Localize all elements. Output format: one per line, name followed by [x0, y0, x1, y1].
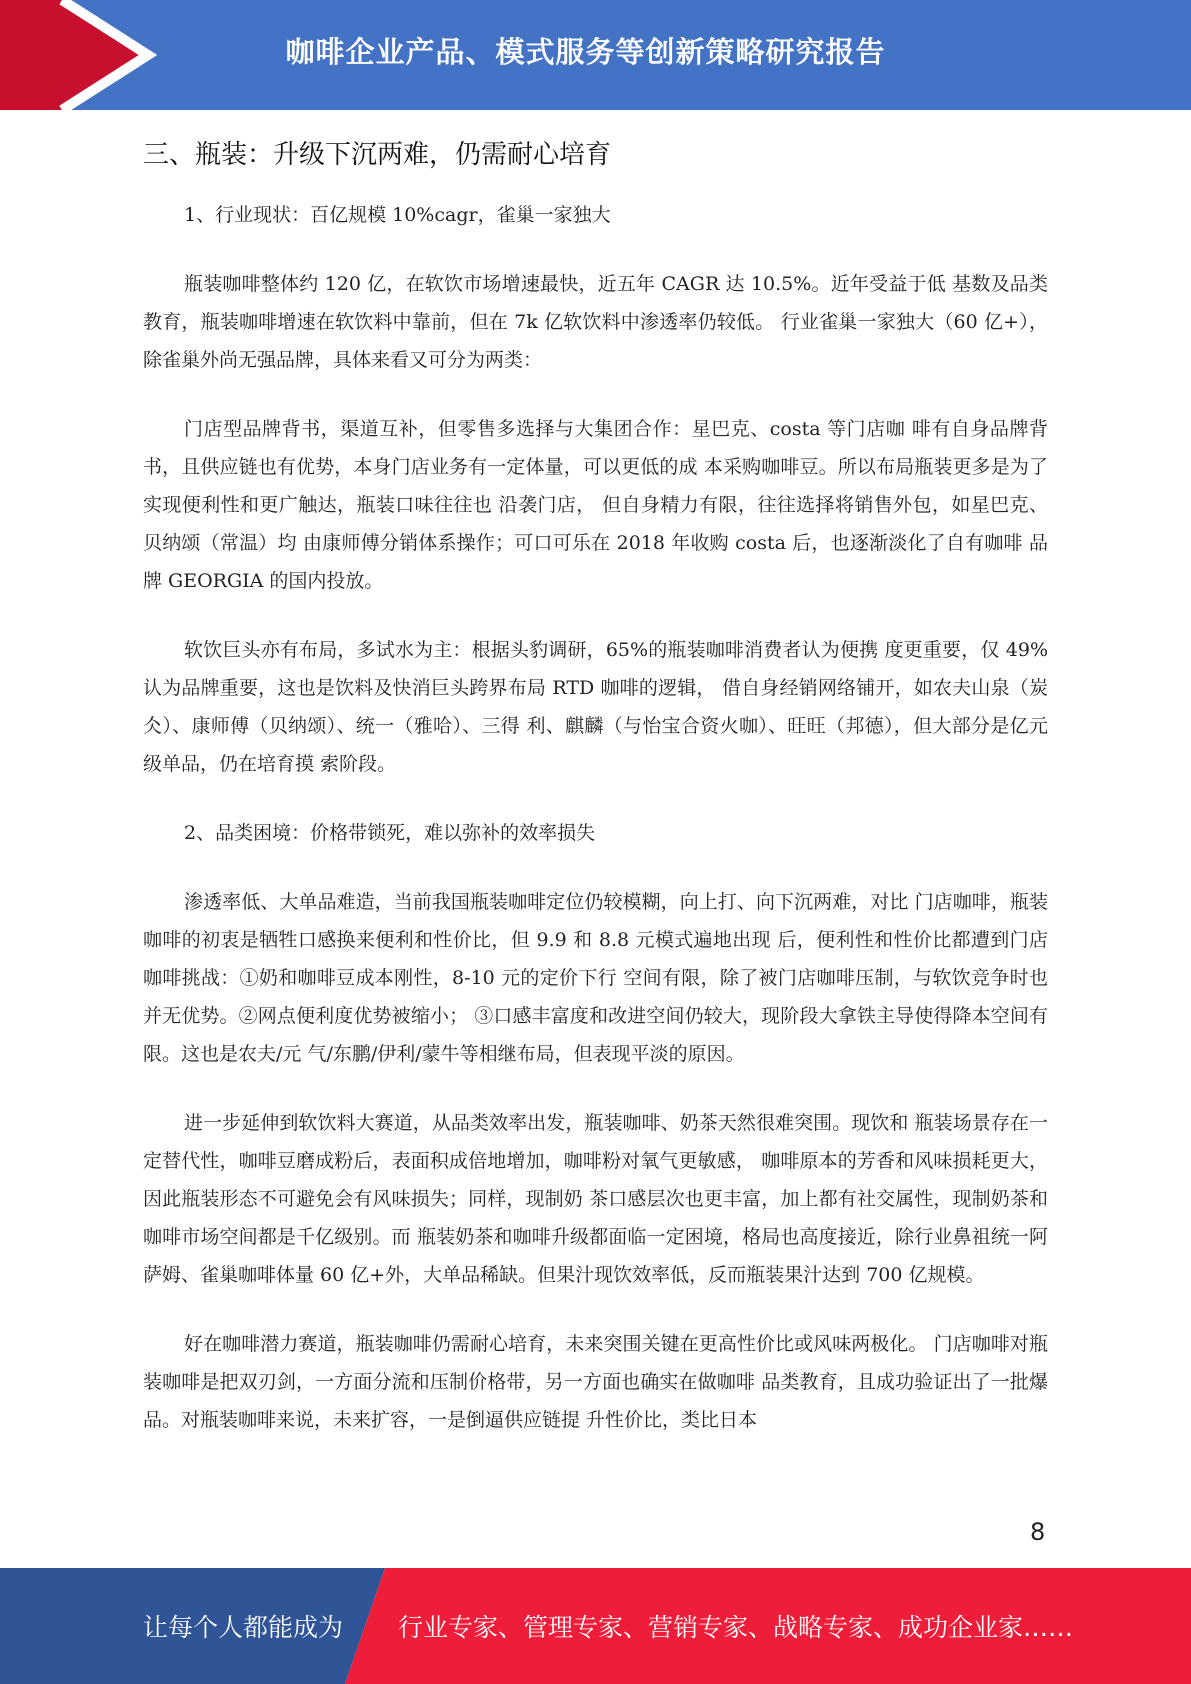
subsection-heading-1: 1、行业现状：百亿规模 10%cagr，雀巢一家独大	[184, 204, 611, 226]
page-footer	[0, 1568, 1191, 1684]
page-header	[0, 0, 1191, 110]
footer-slogan-left: 让每个人都能成为	[143, 1613, 344, 1642]
paragraph: 门店型品牌背书，渠道互补，但零售多选择与大集团合作：星巴克、costa 等门店咖 啡有自身品牌背书，且供应链也有优势，本身门店业务有一定体量，可以更低的成 本采购咖啡豆。所以布局瓶装更多是为了实现便利性和更广触达，瓶装口味往往也 沿袭门店， 但自身精力有限，往往选择将销售外包，如星巴克、贝纳颂（常温）均 由康师傅分销体系操作；可口可乐在 2018 年收购 costa 后，也逐渐淡化了自有咖啡 品牌 GEORGIA 的国内投放。	[143, 418, 1048, 592]
report-title: 咖啡企业产品、模式服务等创新策略研究报告	[285, 34, 886, 69]
subsection-heading-2: 2、品类困境：价格带锁死，难以弥补的效率损失	[184, 822, 596, 844]
footer-slogan-right: 行业专家、管理专家、营销专家、战略专家、成功企业家……	[398, 1613, 1074, 1642]
section-title: 三、瓶装：升级下沉两难，仍需耐心培育	[143, 140, 612, 170]
paragraph: 进一步延伸到软饮料大赛道，从品类效率出发，瓶装咖啡、奶茶天然很难突围。现饮和 瓶装场景存在一定替代性，咖啡豆磨成粉后，表面积成倍地增加，咖啡粉对氧气更敏感， 咖啡原本的芳香和风味损耗更大，因此瓶装形态不可避免会有风味损失；同样，现制奶 茶口感层次也更丰富，加上都有社交属性，现制奶茶和咖啡市场空间都是千亿级别。而 瓶装奶茶和咖啡升级都面临一定困境，格局也高度接近，除行业鼻祖统一阿萨姆、雀巢咖啡体量 60 亿+外，大单品稀缺。但果汁现饮效率低，反而瓶装果汁达到 700 亿规模。	[143, 1112, 1048, 1286]
paragraph: 渗透率低、大单品难造，当前我国瓶装咖啡定位仍较模糊，向上打、向下沉两难，对比 门店咖啡，瓶装咖啡的初衷是牺牲口感换来便利和性价比，但 9.9 和 8.8 元模式遍地出现 后，便利性和性价比都遭到门店咖啡挑战：①奶和咖啡豆成本刚性，8-10 元的定价下行 空间有限，除了被门店咖啡压制，与软饮竞争时也并无优势。②网点便利度优势被缩小； ③口感丰富度和改进空间仍较大，现阶段大拿铁主导使得降本空间有限。这也是农夫/元 气/东鹏/伊利/蒙牛等相继布局，但表现平淡的原因。	[143, 891, 1048, 1065]
page-content	[143, 128, 1048, 1439]
paragraph: 瓶装咖啡整体约 120 亿，在软饮市场增速最快，近五年 CAGR 达 10.5%。近年受益于低 基数及品类教育，瓶装咖啡增速在软饮料中靠前，但在 7k 亿软饮料中渗透率仍较低。 行业雀巢一家独大（60 亿+），除雀巢外尚无强品牌，具体来看又可分为两类：	[143, 273, 1048, 371]
page-number: 8	[1030, 1518, 1046, 1546]
paragraph: 软饮巨头亦有布局，多试水为主：根据头豹调研，65%的瓶装咖啡消费者认为便携 度更重要，仅 49%认为品牌重要，这也是饮料及快消巨头跨界布局 RTD 咖啡的逻辑， 借自身经销网络铺开，如农夫山泉（炭仌）、康师傅（贝纳颂）、统一（雅哈）、三得 利、麒麟（与怡宝合资火咖）、旺旺（邦德），但大部分是亿元级单品，仍在培育摸 索阶段。	[143, 639, 1048, 775]
paragraph: 好在咖啡潜力赛道，瓶装咖啡仍需耐心培育，未来突围关键在更高性价比或风味两极化。 门店咖啡对瓶装咖啡是把双刃剑，一方面分流和压制价格带，另一方面也确实在做咖啡 品类教育，且成功验证出了一批爆品。对瓶装咖啡来说，未来扩容，一是倒逼供应链提 升性价比，类比日本	[143, 1333, 1048, 1431]
